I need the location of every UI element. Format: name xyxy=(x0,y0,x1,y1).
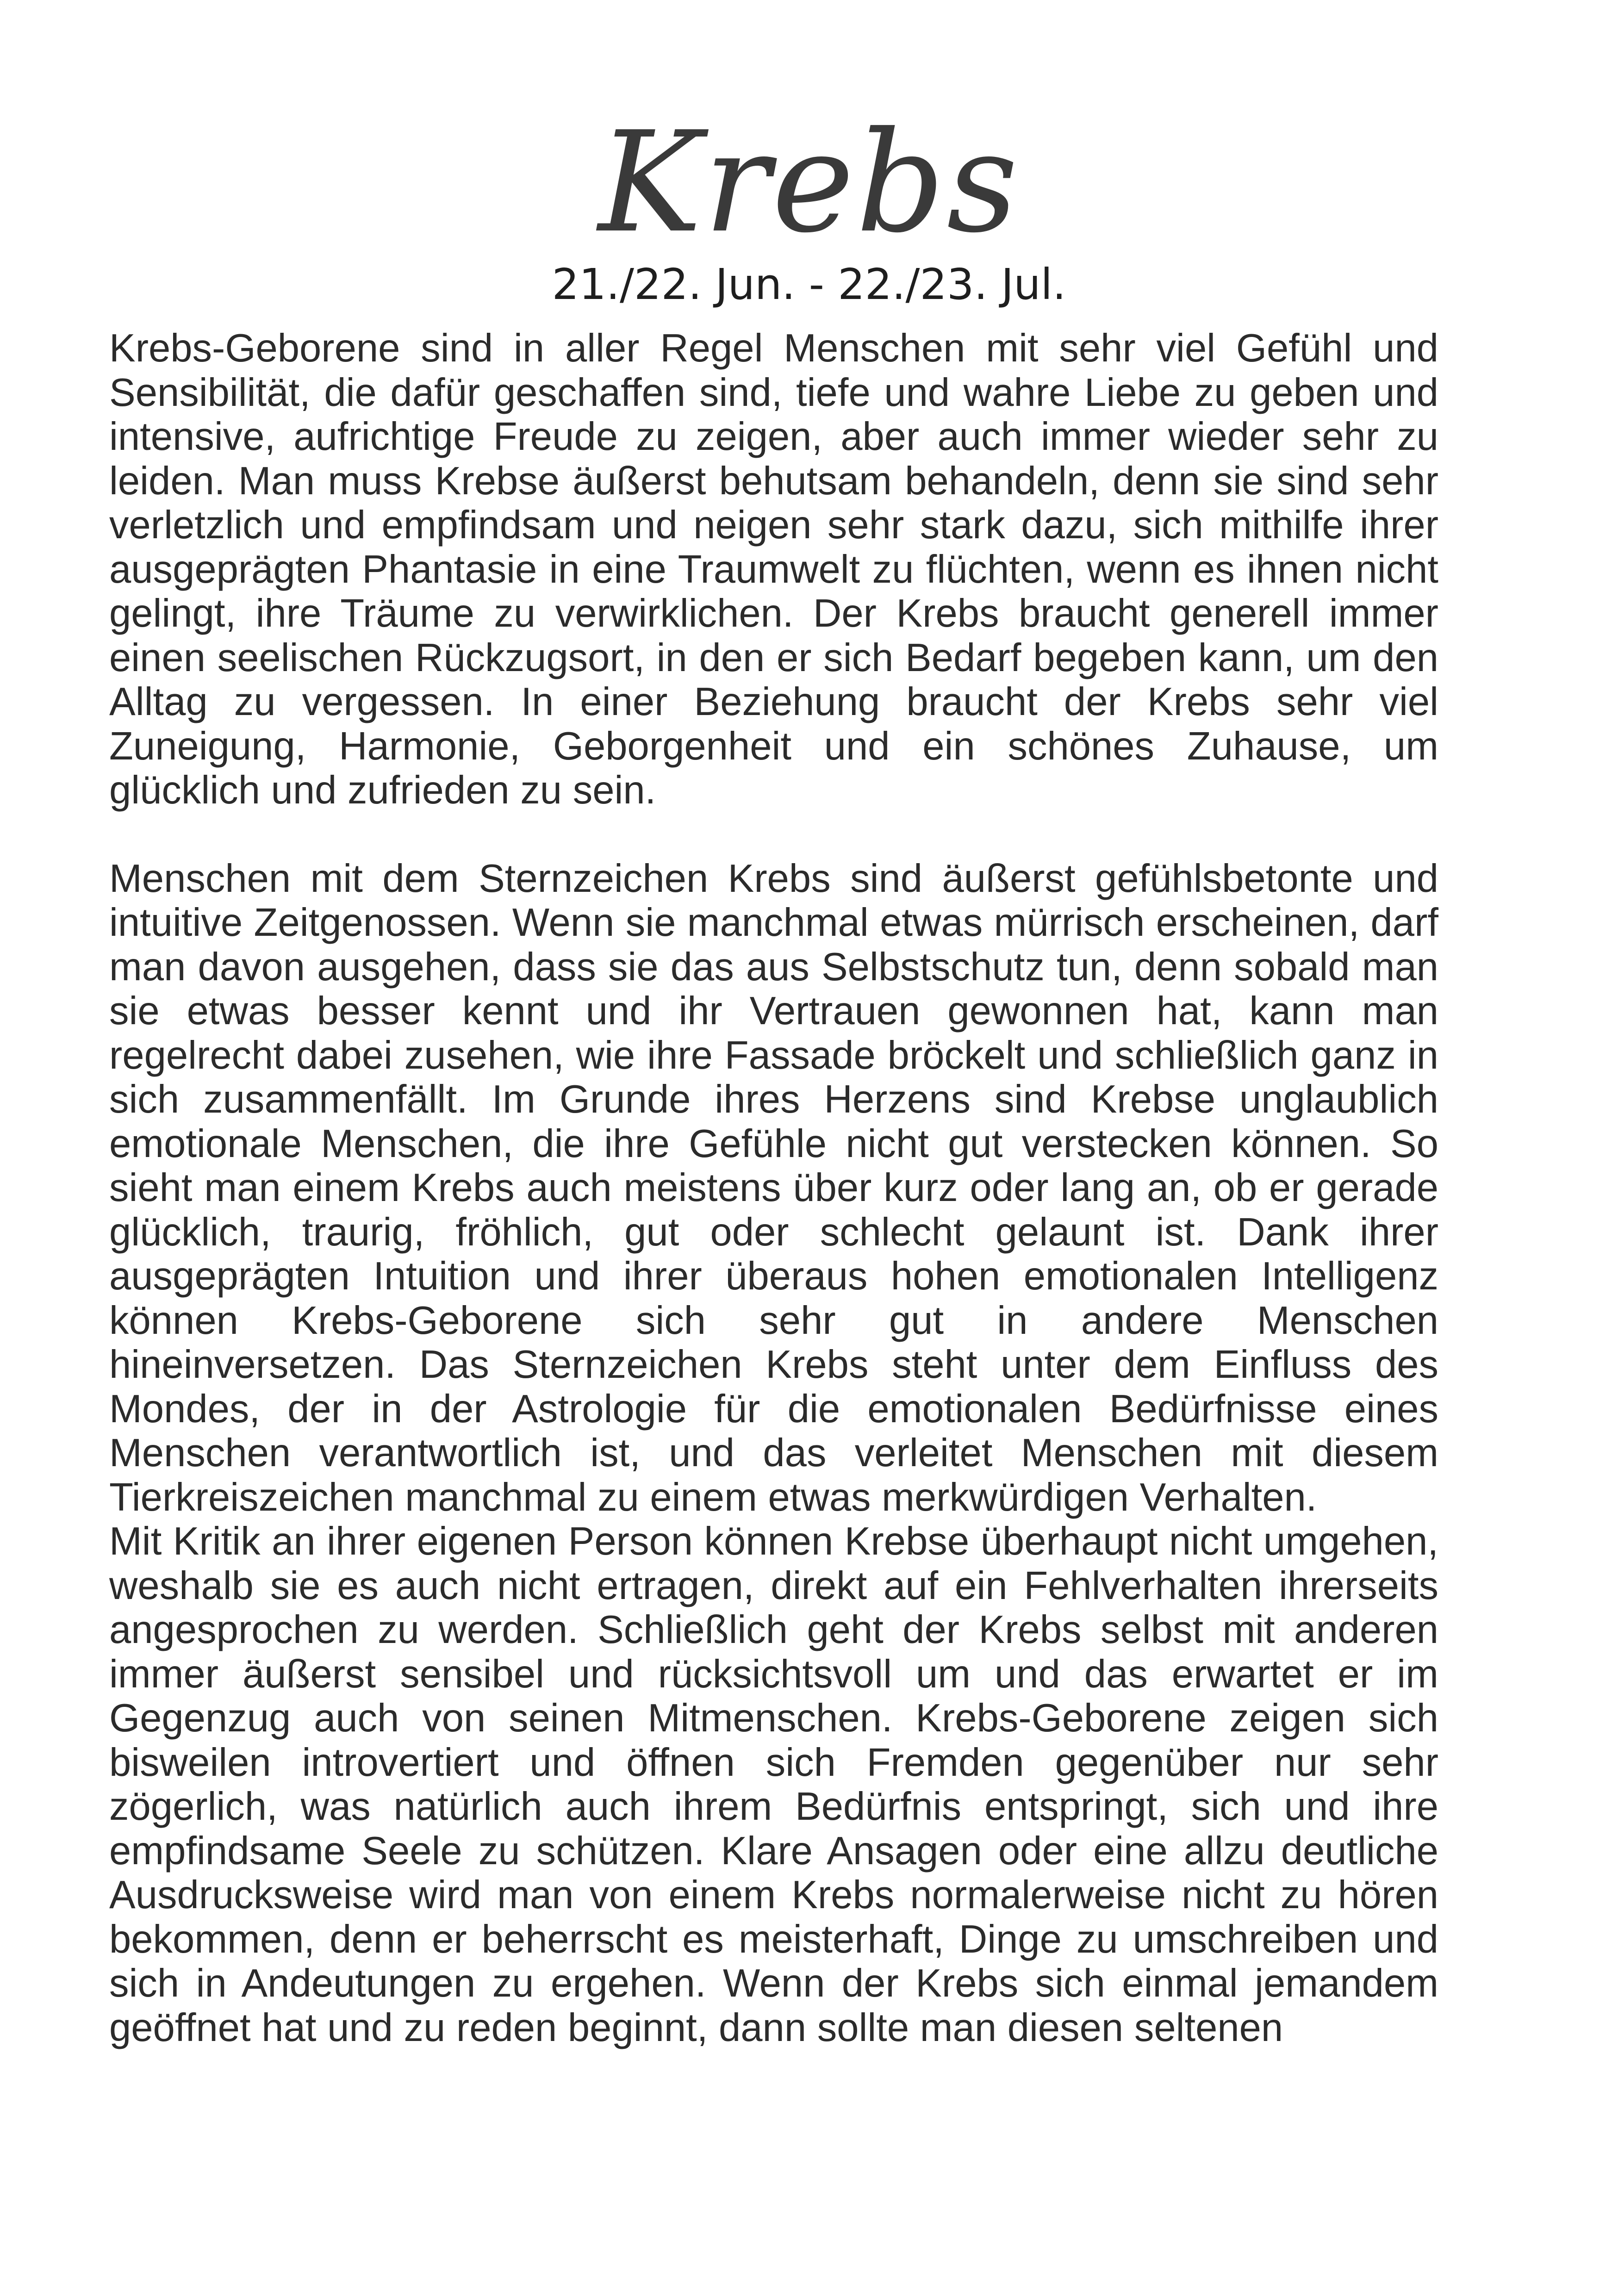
paragraph-2: Menschen mit dem Sternzeichen Krebs sind äußerst gefühlsbetonte und intuitive Zeitgenossen. Wenn sie manchmal etwas mürrisch erscheinen, darf man davon ausgehen, dass sie das aus Selbstschutz tun, denn sobald man sie etwas besser kennt und ihr Vertrauen gewonnen hat, kann man regelrecht dabei zusehen, wie ihre Fassade bröckelt und schließlich ganz in sich zusammenfällt. Im Grunde ihres Herzens sind Krebse unglaublich emotionale Menschen, die ihre Gefühle nicht gut verstecken können. So sieht man einem Krebs auch meistens über kurz oder lang an, ob er gerade glücklich, traurig, fröhlich, gut oder schlecht gelaunt ist. Dank ihrer ausgeprägten Intuition und ihrer überaus hohen emotionalen Intelligenz können Krebs-Geborene sich sehr gut in andere Menschen hineinversetzen. Das Sternzeichen Krebs steht unter dem Einfluss des Mondes, der in der Astrologie für die emotionalen Bedürfnisse eines Menschen verantwortlich ist, und das verleitet Menschen mit diesem Tierkreiszeichen manchmal zu einem etwas merkwürdigen Verhalten. xyxy=(109,856,1438,1519)
body-text xyxy=(109,326,1438,2050)
date-range: 21./22. Jun. - 22./23. Jul. xyxy=(552,260,1066,309)
page-title: Krebs xyxy=(598,102,1020,263)
paragraph-3: Mit Kritik an ihrer eigenen Person können Krebse überhaupt nicht umgehen, weshalb sie es auch nicht ertragen, direkt auf ein Fehlverhalten ihrerseits angesprochen zu werden. Schließlich geht der Krebs selbst mit anderen immer äußerst sensibel und rücksichtsvoll um und das erwartet er im Gegenzug auch von seinen Mitmenschen. Krebs-Geborene zeigen sich bisweilen introvertiert und öffnen sich Fremden gegenüber nur sehr zögerlich, was natürlich auch ihrem Bedürfnis entspringt, sich und ihre empfindsame Seele zu schützen. Klare Ansagen oder eine allzu deutliche Ausdrucksweise wird man von einem Krebs normalerweise nicht zu hören bekommen, denn er beherrscht es meisterhaft, Dinge zu umschreiben und sich in Andeutungen zu ergehen. Wenn der Krebs sich einmal jemandem geöffnet hat und zu reden beginnt, dann sollte man diesen seltenen xyxy=(109,1519,1438,2050)
paragraph-1: Krebs-Geborene sind in aller Regel Menschen mit sehr viel Gefühl und Sensibilität, die dafür geschaffen sind, tiefe und wahre Liebe zu geben und intensive, aufrichtige Freude zu zeigen, aber auch immer wieder sehr zu leiden. Man muss Krebse äußerst behutsam behandeln, denn sie sind sehr verletzlich und empfindsam und neigen sehr stark dazu, sich mithilfe ihrer ausgeprägten Phantasie in eine Traumwelt zu flüchten, wenn es ihnen nicht gelingt, ihre Träume zu verwirklichen. Der Krebs braucht generell immer einen seelischen Rückzugsort, in den er sich Bedarf begeben kann, um den Alltag zu vergessen. In einer Beziehung braucht der Krebs sehr viel Zuneigung, Harmonie, Geborgenheit und ein schönes Zuhause, um glücklich und zufrieden zu sein. xyxy=(109,326,1438,812)
